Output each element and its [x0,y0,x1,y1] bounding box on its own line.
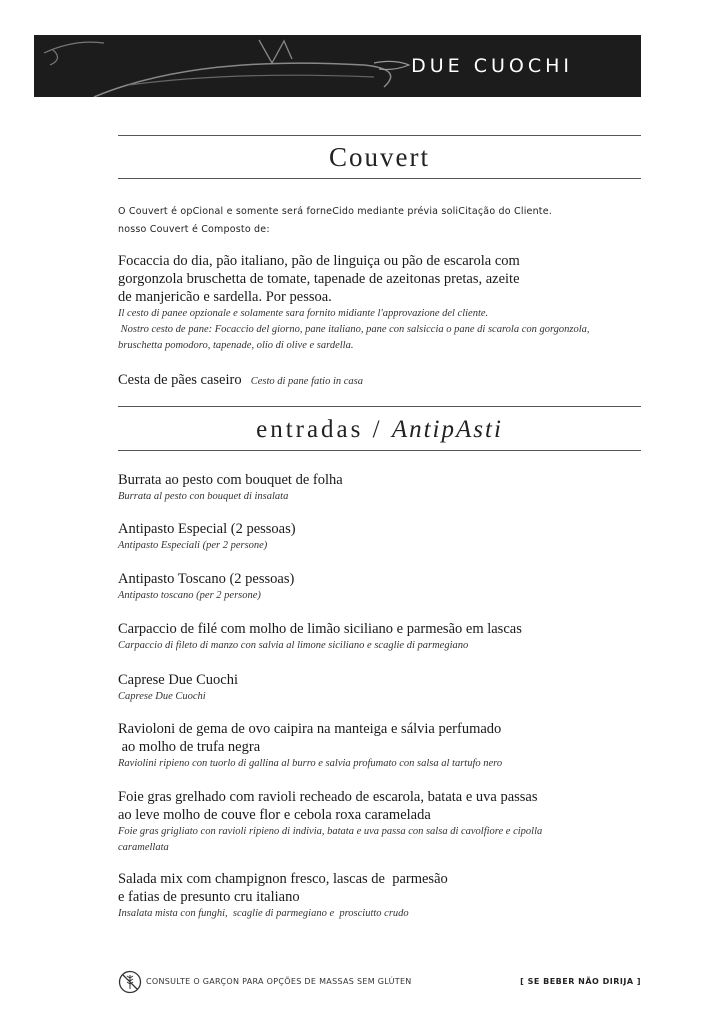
description-pt-line: de manjericão e sardella. Por pessoa. [118,289,332,305]
title-separator: / [372,416,383,443]
item-name-pt: Caprese Due Cuochi [118,672,238,688]
divider [118,406,641,407]
couvert-composition-note: nosso Couvert é Composto de: [118,224,270,235]
item-name-pt: ao leve molho de couve flor e cebola roxa caramelada [118,807,431,823]
divider [118,135,641,136]
drink-drive-note: [ SE BEBER NÃO DIRIJA ] [520,977,641,986]
description-pt-line: Focaccia do dia, pão italiano, pão de linguiça ou pão de escarola com [118,253,520,269]
item-name-pt: Antipasto Toscano (2 pessoas) [118,571,295,587]
menu-item [118,570,643,604]
item-name-it: Antipasto Especiali (per 2 persone) [118,540,268,551]
item-name-pt: ao molho de trufa negra [118,739,261,755]
item-name-it: Caprese Due Cuochi [118,691,206,702]
item-name-it: caramellata [118,842,169,853]
description-it-line: bruschetta pomodoro, tapenade, olio di olive e sardella. [118,340,354,351]
divider [118,178,641,179]
entradas-title [118,416,641,444]
entradas-title-pt: entradas [256,416,364,443]
item-name-pt: Foie gras grelhado com ravioli recheado de escarola, batata e uva passas [118,789,538,805]
menu-item [118,471,643,505]
couvert-description [118,252,643,354]
basket-pt: Cesta de pães caseiro [118,372,242,388]
item-name-pt: e fatias de presunto cru italiano [118,889,300,905]
description-pt-line: gorgonzola bruschetta de tomate, tapenade de azeitonas pretas, azeite [118,271,520,287]
item-name-it: Foie gras grigliato con ravioli ripieno di indivia, batata e uva passa con salsa di cavolfiore e cipolla [118,826,543,837]
menu-item [118,788,643,856]
entradas-title-it: AntipAsti [391,416,503,443]
header-banner [34,35,641,97]
item-name-it: Raviolini ripieno con tuorlo di gallina al burro e salvia profumato con salsa al tartufo nero [118,758,503,769]
menu-item [118,620,643,654]
item-name-pt: Salada mix com champignon fresco, lascas de parmesão [118,871,448,887]
couvert-title: Couvert [329,142,430,172]
menu-item [118,671,643,705]
menu-item [118,870,643,922]
restaurant-brand: DUE CUOCHI [411,55,573,77]
divider [118,450,641,451]
item-name-pt: Antipasto Especial (2 pessoas) [118,521,296,537]
no-gluten-icon [118,970,142,998]
item-name-it: Burrata al pesto con bouquet di insalata [118,491,289,502]
menu-item [118,720,643,772]
description-it-line: Il cesto di panee opzionale e solamente sara fornito midiante l'approvazione del cliente. [118,308,489,319]
gluten-free-note: CONSULTE O GARÇON PARA OPÇÕES DE MASSAS SEM GLÚTEN [146,977,412,986]
bread-basket-item [118,369,643,390]
basket-it: Cesto di pane fatio in casa [250,376,363,387]
couvert-note: O Couvert é opCional e somente será forneCido mediante prévia soliCitação do Cliente. [118,206,552,217]
item-name-pt: Ravioloni de gema de ovo caipira na manteiga e sálvia perfumado [118,721,502,737]
menu-item [118,520,643,554]
item-name-pt: Carpaccio de filé com molho de limão siciliano e parmesão em lascas [118,621,522,637]
description-it-line: Nostro cesto de pane: Focaccio del giorno, pane italiano, pane con salsiccia o pane di scarola con gorgonzola, [118,324,590,335]
item-name-it: Insalata mista con funghi, scaglie di parmegiano e prosciutto crudo [118,908,409,919]
item-name-it: Carpaccio di fileto di manzo con salvia al limone siciliano e scaglie di parmegiano [118,640,469,651]
item-name-it: Antipasto toscano (per 2 persone) [118,590,261,601]
item-name-pt: Burrata ao pesto com bouquet de folha [118,472,343,488]
